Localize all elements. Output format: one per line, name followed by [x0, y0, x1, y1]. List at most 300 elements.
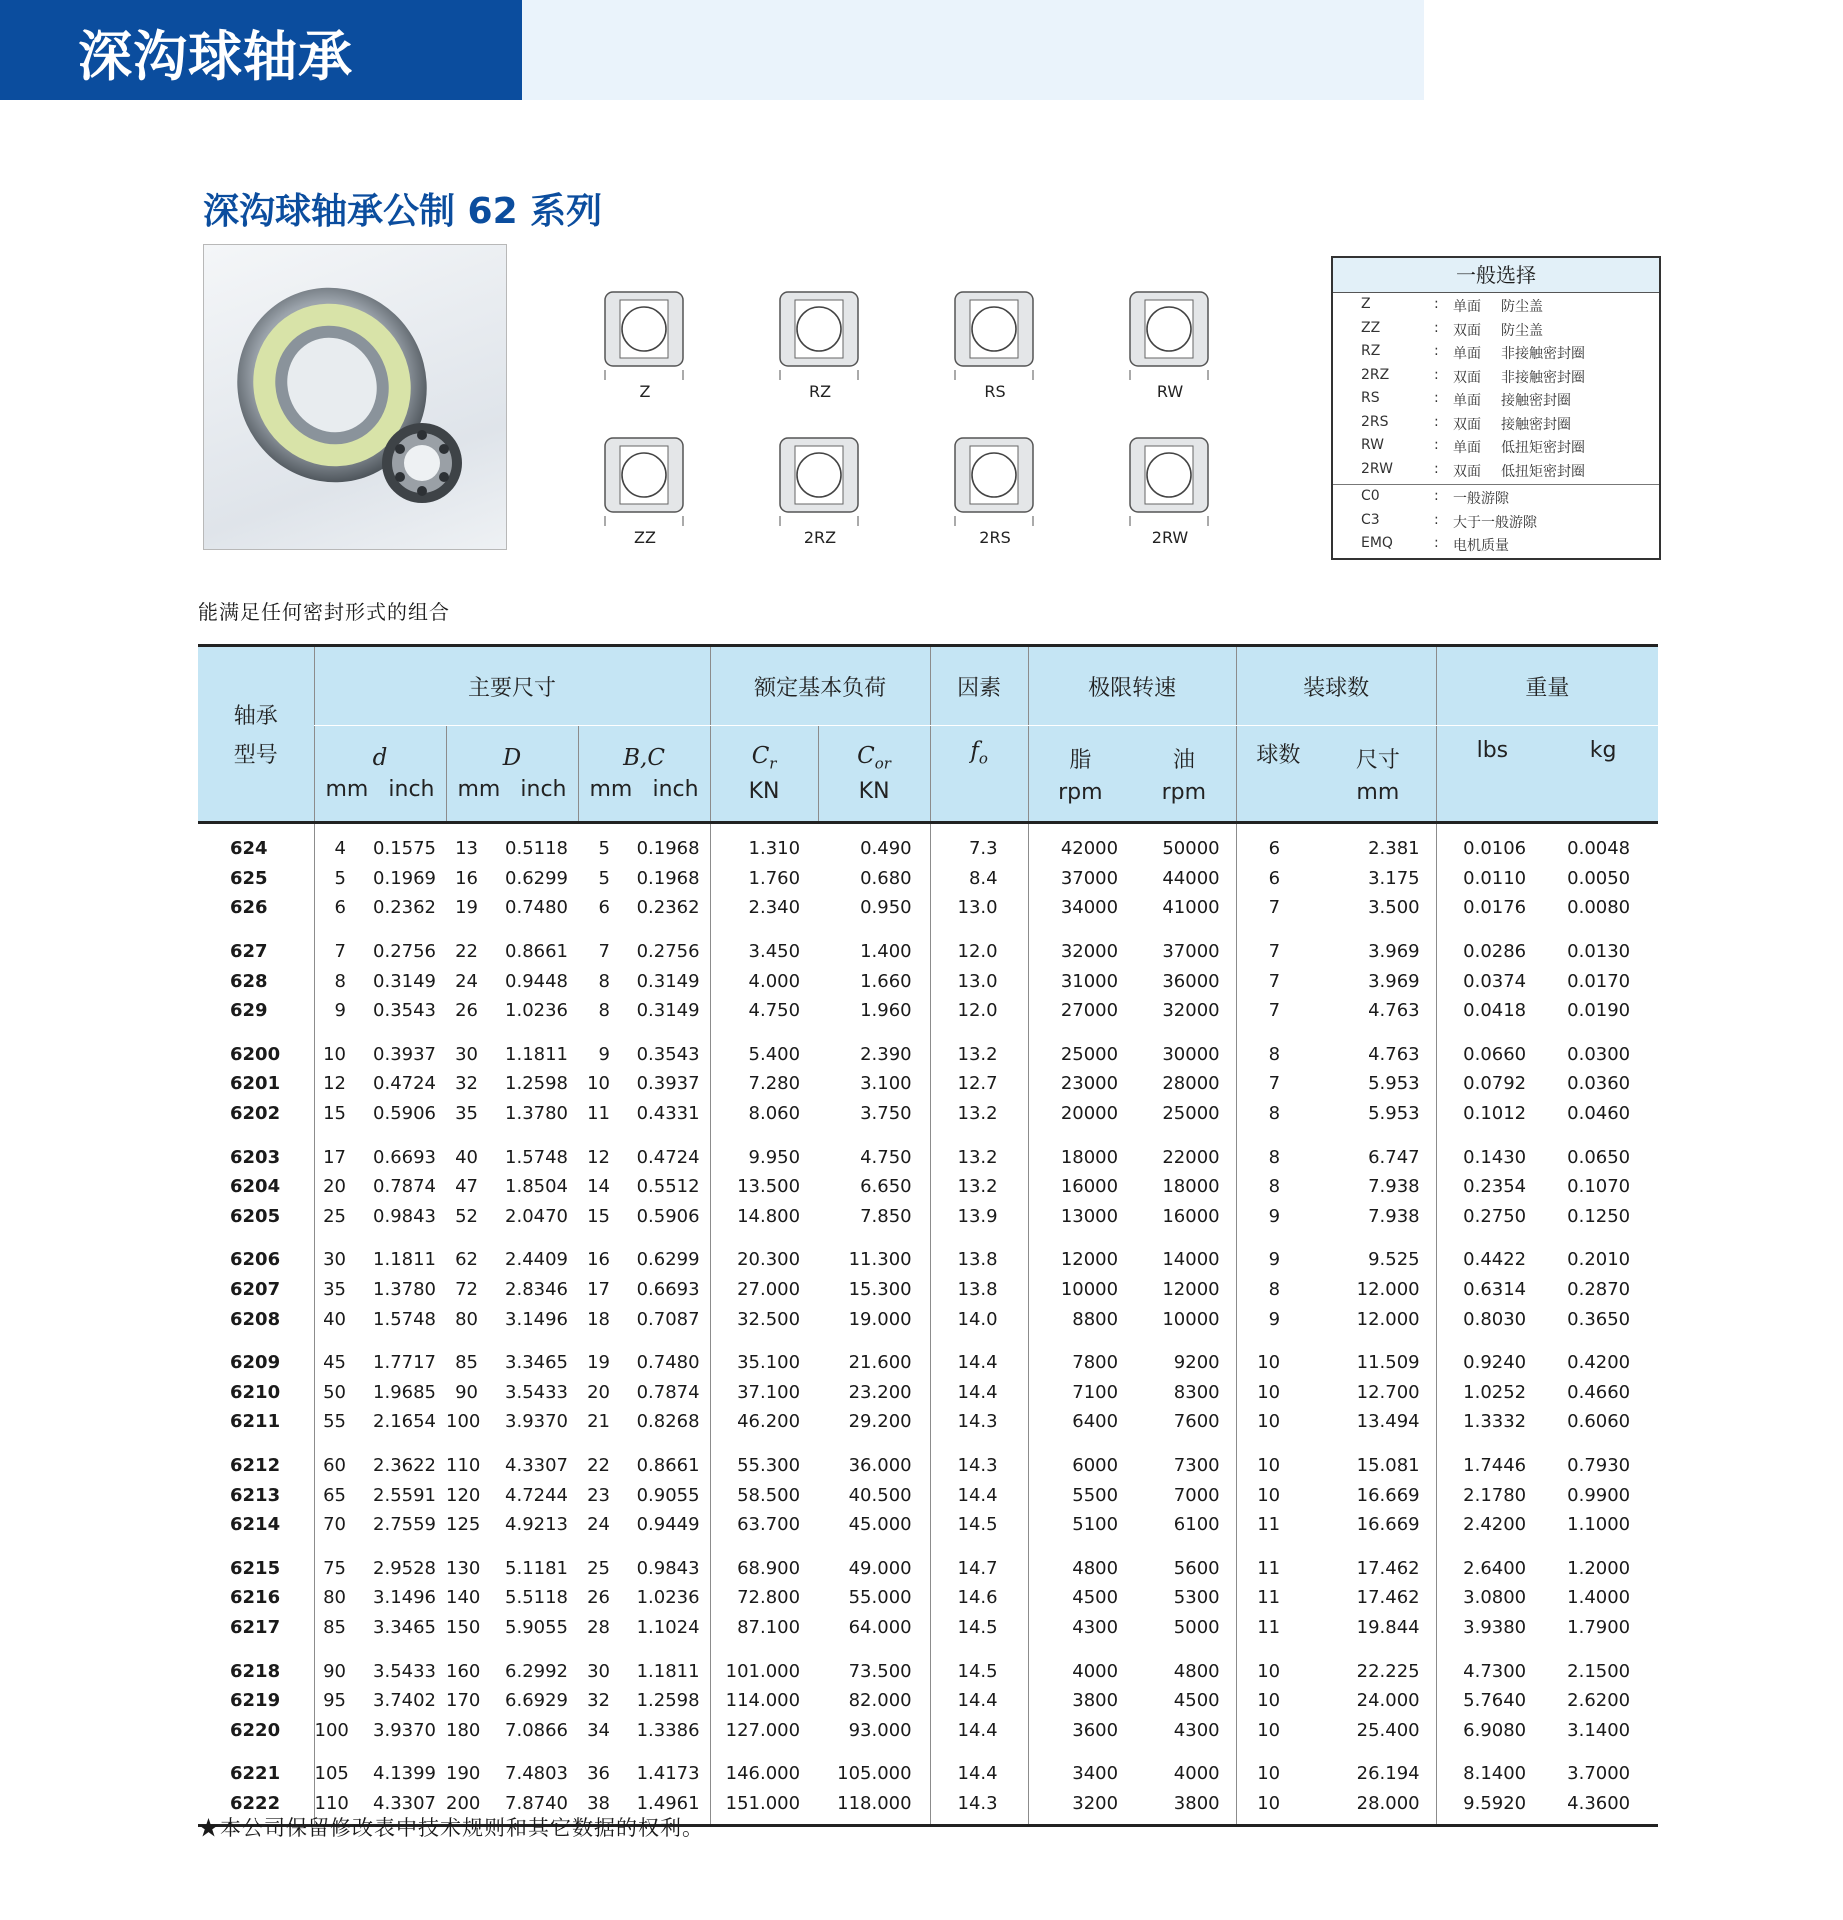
table-cell: 13.2	[930, 1099, 1028, 1129]
group-spacer	[198, 1437, 1658, 1451]
table-cell: 0.3650	[1567, 1308, 1631, 1330]
table-cell: 100	[446, 1411, 481, 1433]
table-cell: 20	[587, 1381, 610, 1403]
table-cell: 21.600	[848, 1352, 912, 1374]
table-cell: 38	[587, 1792, 610, 1814]
table-cell: 3800	[1028, 1686, 1132, 1716]
table-row	[198, 996, 1658, 1026]
bearing-model: 6212	[230, 1454, 281, 1476]
table-cell: 0.8661	[636, 1454, 700, 1476]
table-cell: 0.9448	[505, 970, 568, 992]
table-cell: 5	[598, 867, 610, 889]
bearing-model: 624	[230, 838, 268, 860]
table-cell: 1.660	[860, 970, 912, 992]
table-cell: 20000	[1028, 1099, 1132, 1129]
table-cell: 12.0	[930, 937, 1028, 967]
table-cell: 9.950	[710, 1142, 818, 1172]
table-cell: 32	[455, 1073, 478, 1095]
table-cell: 0.0360	[1567, 1073, 1631, 1095]
table-cell: 1.3780	[373, 1279, 436, 1301]
group-spacer	[198, 1334, 1658, 1348]
table-cell: 58.500	[710, 1480, 818, 1510]
table-cell: 2.0470	[505, 1205, 568, 1227]
table-cell: 0.7480	[636, 1352, 700, 1374]
table-cell: 4500	[1173, 1690, 1220, 1712]
table-row	[198, 1480, 1658, 1510]
selection-row: C3 : 大于一般游隙	[1361, 511, 1537, 531]
table-cell: 1.1811	[505, 1043, 568, 1065]
table-cell: 28.000	[1356, 1792, 1420, 1814]
group-spacer	[198, 923, 1658, 937]
table-cell: 4.9213	[505, 1514, 568, 1536]
table-cell: 13.0	[930, 966, 1028, 996]
table-cell: 3.7000	[1567, 1763, 1631, 1785]
table-cell: 3.969	[1368, 941, 1420, 963]
table-cell: 10	[1236, 1656, 1320, 1686]
table-cell: 16.669	[1356, 1514, 1420, 1536]
table-cell: 3.1496	[373, 1587, 436, 1609]
table-cell: 0.9055	[636, 1484, 700, 1506]
group-spacer	[198, 823, 1658, 835]
table-cell: 13.8	[930, 1275, 1028, 1305]
table-cell: 118.000	[837, 1792, 912, 1814]
seal-diagram-label: ZZ	[634, 528, 656, 547]
table-cell: 1.5748	[505, 1146, 568, 1168]
table-cell: 170	[446, 1690, 481, 1712]
table-cell: 30	[455, 1043, 478, 1065]
table-cell: 25.400	[1356, 1719, 1420, 1741]
table-cell: 0.4660	[1567, 1381, 1631, 1403]
table-cell: 36	[587, 1763, 610, 1785]
table-cell: 8	[598, 1000, 610, 1022]
table-cell: 12	[587, 1146, 610, 1168]
table-cell: 82.000	[848, 1690, 912, 1712]
group-spacer	[198, 1539, 1658, 1553]
table-cell: 1.1024	[636, 1616, 700, 1638]
group-spacer	[198, 1745, 1658, 1759]
table-cell: 20	[314, 1172, 358, 1202]
table-cell: 8	[1236, 1099, 1320, 1129]
table-cell: 1.4961	[636, 1792, 700, 1814]
bearing-model: 6202	[230, 1103, 281, 1125]
bearing-photo	[203, 244, 507, 550]
seal-combination-note: 能满足任何密封形式的组合	[198, 600, 450, 624]
table-cell: 37000	[1028, 864, 1132, 894]
table-row	[198, 834, 1658, 864]
table-cell: 15.081	[1356, 1454, 1420, 1476]
bearing-model: 6220	[230, 1719, 281, 1741]
selection-row: EMQ : 电机质量	[1361, 535, 1509, 554]
table-cell: 27000	[1028, 996, 1132, 1026]
table-cell: 26.194	[1356, 1763, 1420, 1785]
table-cell: 1.2000	[1567, 1557, 1631, 1579]
table-cell: 14.4	[930, 1715, 1028, 1745]
table-cell: 3400	[1028, 1759, 1132, 1789]
table-cell: 3800	[1173, 1792, 1220, 1814]
table-cell: 0.2354	[1436, 1172, 1548, 1202]
bearing-model: 6204	[230, 1176, 281, 1198]
bearing-model: 626	[230, 897, 268, 919]
table-cell: 4000	[1028, 1656, 1132, 1686]
table-cell: 17	[314, 1142, 358, 1172]
bearing-model: 6205	[230, 1205, 281, 1227]
table-cell: 70	[314, 1510, 358, 1540]
table-cell: 4.3600	[1567, 1792, 1631, 1814]
table-cell: 23000	[1028, 1069, 1132, 1099]
table-cell: 6100	[1173, 1514, 1220, 1536]
seal-diagram-label: RZ	[808, 382, 832, 401]
table-cell: 44000	[1162, 867, 1220, 889]
table-cell: 14000	[1162, 1249, 1220, 1271]
table-cell: 146.000	[710, 1759, 818, 1789]
table-cell: 14.4	[930, 1378, 1028, 1408]
table-cell: 12.7	[930, 1069, 1028, 1099]
table-cell: 4500	[1028, 1583, 1132, 1613]
table-cell: 8800	[1028, 1304, 1132, 1334]
table-row	[198, 1245, 1658, 1275]
bearing-model: 6203	[230, 1146, 281, 1168]
table-cell: 90	[455, 1381, 478, 1403]
table-cell: 4.7300	[1436, 1656, 1548, 1686]
table-cell: 3.1496	[505, 1308, 568, 1330]
table-cell: 9	[1236, 1304, 1320, 1334]
table-cell: 5.5118	[505, 1587, 568, 1609]
table-cell: 45.000	[848, 1514, 912, 1536]
table-cell: 18000	[1162, 1176, 1220, 1198]
table-row	[198, 1613, 1658, 1643]
table-row	[198, 1304, 1658, 1334]
selection-row: ZZ : 双面 防尘盖	[1361, 319, 1543, 339]
bearing-model: 627	[230, 941, 268, 963]
table-cell: 1.3332	[1436, 1407, 1548, 1437]
table-cell: 16000	[1028, 1172, 1132, 1202]
table-cell: 0.680	[860, 867, 912, 889]
table-cell: 14	[587, 1176, 610, 1198]
footnote: ★本公司保留修改表中技术规则和其它数据的权利。	[198, 1816, 704, 1840]
table-cell: 0.0460	[1567, 1103, 1631, 1125]
table-cell: 6.6929	[505, 1690, 568, 1712]
table-cell: 2.9528	[373, 1557, 436, 1579]
table-cell: 0.9843	[636, 1557, 700, 1579]
table-cell: 16	[455, 867, 478, 889]
table-cell: 1.1811	[373, 1249, 436, 1271]
table-cell: 0.0190	[1567, 1000, 1631, 1022]
table-cell: 72.800	[710, 1583, 818, 1613]
table-cell: 95	[314, 1686, 358, 1716]
table-cell: 0.6314	[1436, 1275, 1548, 1305]
col-header-load: 额定基本负荷	[710, 646, 930, 726]
table-cell: 1.960	[860, 1000, 912, 1022]
table-cell: 2.1500	[1567, 1660, 1631, 1682]
table-cell: 14.3	[930, 1451, 1028, 1481]
table-cell: 0.7874	[373, 1176, 436, 1198]
group-spacer	[198, 1642, 1658, 1656]
table-cell: 10	[1236, 1686, 1320, 1716]
selection-group-seals	[1333, 293, 1659, 481]
bearing-model: 6211	[230, 1411, 281, 1433]
table-cell: 12.0	[930, 996, 1028, 1026]
table-cell: 12000	[1162, 1279, 1220, 1301]
table-cell: 10	[1236, 1348, 1320, 1378]
table-cell: 12	[314, 1069, 358, 1099]
table-cell: 3.5433	[373, 1660, 436, 1682]
table-cell: 0.4331	[636, 1103, 700, 1125]
table-cell: 0.5512	[636, 1176, 700, 1198]
table-cell: 22	[587, 1454, 610, 1476]
table-cell: 7.938	[1368, 1176, 1420, 1198]
table-cell: 3.450	[710, 937, 818, 967]
table-cell: 6	[314, 893, 358, 923]
table-cell: 0.6299	[505, 867, 568, 889]
table-cell: 9.525	[1368, 1249, 1420, 1271]
table-cell: 8	[1236, 1172, 1320, 1202]
seal-diagram-label: 2RW	[1151, 528, 1189, 547]
table-cell: 8	[1236, 1275, 1320, 1305]
table-cell: 0.1575	[373, 838, 436, 860]
table-cell: 10	[1236, 1407, 1320, 1437]
table-cell: 4.763	[1368, 1043, 1420, 1065]
table-cell: 12.700	[1356, 1381, 1420, 1403]
table-cell: 11	[1236, 1583, 1320, 1613]
section-title: 深沟球轴承公制 62 系列	[203, 191, 603, 232]
table-cell: 0.1968	[636, 838, 700, 860]
col-header-BC: B,C mm inch	[578, 726, 710, 823]
table-cell: 2.6200	[1567, 1690, 1631, 1712]
seal-diagram-rw	[1125, 290, 1215, 405]
table-cell: 101.000	[710, 1656, 818, 1686]
table-cell: 13.500	[710, 1172, 818, 1202]
table-cell: 150	[446, 1616, 481, 1638]
table-cell: 5.953	[1368, 1073, 1420, 1095]
table-cell: 18	[587, 1308, 610, 1330]
table-cell: 55	[314, 1407, 358, 1437]
table-cell: 5.400	[710, 1040, 818, 1070]
bearing-model: 6209	[230, 1352, 281, 1374]
table-cell: 35	[314, 1275, 358, 1305]
table-cell: 4300	[1028, 1613, 1132, 1643]
bearing-model: 6201	[230, 1073, 281, 1095]
selection-group-clearance	[1333, 485, 1659, 556]
header-light-band	[522, 0, 1424, 100]
table-cell: 65	[314, 1480, 358, 1510]
table-cell: 1.0236	[505, 1000, 568, 1022]
table-cell: 13.8	[930, 1245, 1028, 1275]
table-row	[198, 1553, 1658, 1583]
table-cell: 2.1654	[373, 1411, 436, 1433]
table-cell: 0.1969	[373, 867, 436, 889]
table-cell: 6	[1236, 834, 1320, 864]
table-cell: 11	[1236, 1510, 1320, 1540]
table-cell: 1.4173	[636, 1763, 700, 1785]
table-cell: 32000	[1028, 937, 1132, 967]
table-cell: 23.200	[848, 1381, 912, 1403]
table-cell: 0.7480	[505, 897, 568, 919]
bearing-model: 6200	[230, 1043, 281, 1065]
table-cell: 14.4	[930, 1759, 1028, 1789]
seal-diagram-z	[600, 290, 690, 405]
table-cell: 0.8030	[1436, 1304, 1548, 1334]
table-cell: 2.340	[710, 893, 818, 923]
page-header-title: 深沟球轴承	[78, 25, 353, 88]
table-cell: 3.5433	[505, 1381, 568, 1403]
table-cell: 0.0170	[1567, 970, 1631, 992]
table-cell: 120	[446, 1484, 481, 1506]
table-cell: 0.9240	[1436, 1348, 1548, 1378]
table-cell: 2.7559	[373, 1514, 436, 1536]
table-cell: 10	[1236, 1480, 1320, 1510]
table-cell: 32000	[1162, 1000, 1220, 1022]
seal-diagram-2rs	[950, 436, 1040, 551]
table-row	[198, 1451, 1658, 1481]
table-cell: 4800	[1028, 1553, 1132, 1583]
table-cell: 1.3780	[505, 1103, 568, 1125]
table-cell: 8	[1236, 1142, 1320, 1172]
table-cell: 3.0800	[1436, 1583, 1548, 1613]
table-cell: 3.7402	[373, 1690, 436, 1712]
bearing-spec-table	[198, 644, 1658, 1827]
table-cell: 80	[314, 1583, 358, 1613]
table-cell: 68.900	[710, 1553, 818, 1583]
table-cell: 14.5	[930, 1656, 1028, 1686]
table-cell: 25	[314, 1202, 358, 1232]
table-cell: 0.3149	[636, 1000, 700, 1022]
table-cell: 10000	[1028, 1275, 1132, 1305]
table-cell: 29.200	[848, 1411, 912, 1433]
table-cell: 40.500	[848, 1484, 912, 1506]
bearing-model: 6213	[230, 1484, 281, 1506]
table-cell: 10	[1236, 1715, 1320, 1745]
table-cell: 2.4200	[1436, 1510, 1548, 1540]
table-cell: 93.000	[848, 1719, 912, 1741]
table-row	[198, 966, 1658, 996]
table-cell: 20.300	[710, 1245, 818, 1275]
table-cell: 0.2756	[373, 941, 436, 963]
table-cell: 30	[314, 1245, 358, 1275]
seal-diagram-2rw	[1125, 436, 1215, 551]
table-cell: 5500	[1028, 1480, 1132, 1510]
table-cell: 7	[598, 941, 610, 963]
table-cell: 0.7087	[636, 1308, 700, 1330]
table-cell: 1.3386	[636, 1719, 700, 1741]
selection-row: 2RS : 双面 接触密封圈	[1361, 413, 1571, 433]
table-cell: 13.494	[1356, 1411, 1420, 1433]
table-cell: 6.2992	[505, 1660, 568, 1682]
table-cell: 15	[587, 1205, 610, 1227]
table-cell: 24.000	[1356, 1690, 1420, 1712]
table-cell: 75	[314, 1553, 358, 1583]
table-cell: 13.0	[930, 893, 1028, 923]
table-cell: 10	[1236, 1759, 1320, 1789]
table-cell: 13.9	[930, 1202, 1028, 1232]
table-cell: 7.0866	[505, 1719, 568, 1741]
table-cell: 14.7	[930, 1553, 1028, 1583]
table-cell: 8	[598, 970, 610, 992]
table-cell: 15.300	[848, 1279, 912, 1301]
table-cell: 0.9449	[636, 1514, 700, 1536]
table-cell: 13.2	[930, 1142, 1028, 1172]
table-cell: 151.000	[710, 1789, 818, 1819]
table-cell: 40	[455, 1146, 478, 1168]
table-cell: 49.000	[848, 1557, 912, 1579]
table-cell: 1.1000	[1567, 1514, 1631, 1536]
table-cell: 0.6693	[373, 1146, 436, 1168]
table-cell: 17.462	[1356, 1557, 1420, 1579]
table-cell: 4800	[1173, 1660, 1220, 1682]
seal-diagram-label: RW	[1156, 382, 1184, 401]
group-spacer	[198, 1231, 1658, 1245]
table-cell: 0.9900	[1567, 1484, 1631, 1506]
table-cell: 6	[598, 897, 610, 919]
table-cell: 0.0106	[1436, 834, 1548, 864]
table-cell: 19	[455, 897, 478, 919]
table-cell: 1.400	[860, 941, 912, 963]
table-cell: 0.950	[860, 897, 912, 919]
table-cell: 110	[314, 1789, 358, 1819]
table-cell: 73.500	[848, 1660, 912, 1682]
table-cell: 4.3307	[373, 1792, 436, 1814]
table-cell: 13000	[1028, 1202, 1132, 1232]
table-cell: 1.8504	[505, 1176, 568, 1198]
table-cell: 23	[587, 1484, 610, 1506]
table-cell: 130	[446, 1557, 481, 1579]
table-cell: 8300	[1173, 1381, 1220, 1403]
table-cell: 0.2362	[636, 897, 700, 919]
table-cell: 4.750	[710, 996, 818, 1026]
table-cell: 50000	[1162, 838, 1220, 860]
table-cell: 3600	[1028, 1715, 1132, 1745]
table-cell: 45	[314, 1348, 358, 1378]
seal-type-diagrams	[600, 290, 1240, 550]
col-header-model: 轴承 型号	[198, 646, 314, 823]
table-cell: 0.6060	[1567, 1411, 1631, 1433]
table-cell: 0.0176	[1436, 893, 1548, 923]
table-cell: 22000	[1162, 1146, 1220, 1168]
table-cell: 16	[587, 1249, 610, 1271]
table-cell: 2.390	[860, 1043, 912, 1065]
table-cell: 0.0110	[1436, 864, 1548, 894]
table-cell: 5300	[1173, 1587, 1220, 1609]
table-cell: 12.000	[1356, 1279, 1420, 1301]
table-cell: 2.8346	[505, 1279, 568, 1301]
table-cell: 41000	[1162, 897, 1220, 919]
table-cell: 0.0050	[1567, 867, 1631, 889]
table-cell: 8.060	[710, 1099, 818, 1129]
table-cell: 72	[455, 1279, 478, 1301]
table-cell: 5000	[1173, 1616, 1220, 1638]
table-cell: 7.8740	[505, 1792, 568, 1814]
table-cell: 17.462	[1356, 1587, 1420, 1609]
table-cell: 7600	[1173, 1411, 1220, 1433]
table-cell: 3.500	[1368, 897, 1420, 919]
table-cell: 110	[446, 1454, 481, 1476]
table-cell: 127.000	[710, 1715, 818, 1745]
table-cell: 140	[446, 1587, 481, 1609]
table-row	[198, 1583, 1658, 1613]
table-cell: 6.9080	[1436, 1715, 1548, 1745]
table-cell: 1.0252	[1436, 1378, 1548, 1408]
bearing-model: 6214	[230, 1514, 281, 1536]
table-cell: 14.3	[930, 1789, 1028, 1819]
table-cell: 7.938	[1368, 1205, 1420, 1227]
table-cell: 26	[587, 1587, 610, 1609]
table-cell: 35.100	[710, 1348, 818, 1378]
table-cell: 19.844	[1356, 1616, 1420, 1638]
table-cell: 0.2750	[1436, 1202, 1548, 1232]
seal-diagram-label: RS	[984, 382, 1006, 401]
table-cell: 27.000	[710, 1275, 818, 1305]
bearing-model: 6215	[230, 1557, 281, 1579]
table-cell: 85	[314, 1613, 358, 1643]
